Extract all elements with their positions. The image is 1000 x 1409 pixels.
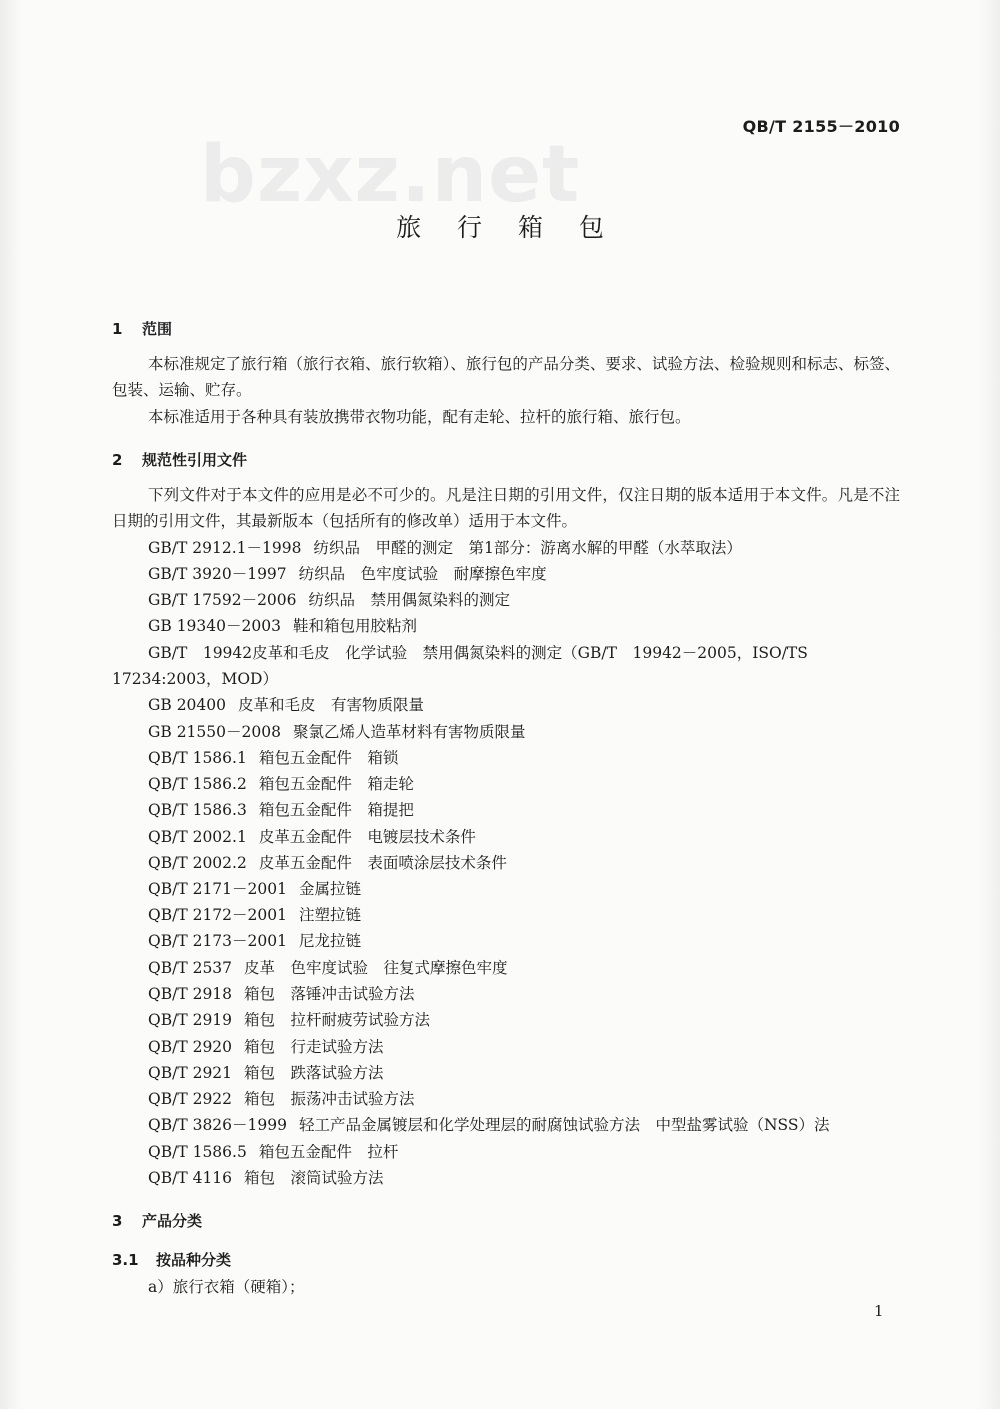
reference-item xyxy=(148,850,507,876)
reference-item xyxy=(148,1007,430,1033)
reference-code: QB/T 1586.5 xyxy=(148,1143,247,1161)
reference-code: GB 20400 xyxy=(148,696,227,714)
reference-title: 聚氯乙烯人造革材料有害物质限量 xyxy=(292,723,526,741)
reference-title: 轻工产品金属镀层和化学处理层的耐腐蚀试验方法 中型盐雾试验（NSS）法 xyxy=(298,1116,830,1134)
reference-title: 箱包五金配件 箱走轮 xyxy=(258,775,414,793)
reference-code: QB/T 2171－2001 xyxy=(148,880,287,898)
section-title: 规范性引用文件 xyxy=(142,451,248,469)
reference-title: 皮革五金配件 电镀层技术条件 xyxy=(258,828,476,846)
section-title: 产品分类 xyxy=(142,1212,203,1230)
reference-code: GB 21550－2008 xyxy=(148,723,281,741)
reference-title: 箱包 滚筒试验方法 xyxy=(244,1169,384,1187)
standard-number: QB/T 2155－2010 xyxy=(742,117,900,136)
reference-item xyxy=(148,1165,384,1191)
reference-title: 纺织品 甲醛的测定 第1部分：游离水解的甲醛（水萃取法） xyxy=(313,539,742,557)
reference-item xyxy=(148,824,476,850)
section-number: 1 xyxy=(112,320,123,338)
reference-item xyxy=(148,876,361,902)
section-title: 按品种分类 xyxy=(156,1251,232,1269)
reference-item xyxy=(148,928,361,954)
reference-code: QB/T 2922 xyxy=(148,1090,233,1108)
reference-title: 金属拉链 xyxy=(298,880,361,898)
page-number: 1 xyxy=(874,1302,884,1320)
reference-code: GB/T 19942 xyxy=(148,644,253,662)
reference-code: QB/T 2919 xyxy=(148,1011,233,1029)
watermark: bzxz.net xyxy=(200,130,581,220)
reference-item xyxy=(148,771,414,797)
reference-code: QB/T 1586.2 xyxy=(148,775,247,793)
section-number: 3.1 xyxy=(112,1251,139,1269)
reference-code: QB/T 2172－2001 xyxy=(148,906,287,924)
reference-item xyxy=(148,797,414,823)
reference-title: 箱包五金配件 箱锁 xyxy=(258,749,399,767)
reference-code: QB/T 2921 xyxy=(148,1064,233,1082)
reference-title: 箱包 行走试验方法 xyxy=(244,1038,384,1056)
section-number: 3 xyxy=(112,1212,123,1230)
reference-item xyxy=(148,981,415,1007)
reference-item xyxy=(148,535,742,561)
reference-item xyxy=(148,692,424,718)
reference-code: QB/T 2002.1 xyxy=(148,828,247,846)
reference-title: 鞋和箱包用胶粘剂 xyxy=(292,617,417,635)
reference-code: QB/T 2002.2 xyxy=(148,854,247,872)
document-title: 旅 行 箱 包 xyxy=(396,213,618,242)
reference-item xyxy=(148,1060,384,1086)
section-3-heading xyxy=(112,1210,202,1231)
reference-code: QB/T 3826－1999 xyxy=(148,1116,287,1134)
reference-title: 箱包五金配件 箱提把 xyxy=(258,801,414,819)
reference-code: QB/T 1586.1 xyxy=(148,749,247,767)
reference-item xyxy=(148,719,525,745)
reference-code: QB/T 2920 xyxy=(148,1038,233,1056)
reference-code: QB/T 2173－2001 xyxy=(148,932,287,950)
reference-item xyxy=(148,561,547,587)
reference-title: 箱包 落锤冲击试验方法 xyxy=(244,985,415,1003)
reference-item xyxy=(148,955,508,981)
reference-item xyxy=(148,1139,398,1165)
section-2-heading xyxy=(112,449,247,470)
section-title: 范围 xyxy=(142,320,173,338)
reference-item xyxy=(148,587,510,613)
reference-title: 皮革和毛皮 有害物质限量 xyxy=(238,696,425,714)
reference-title: 箱包 振荡冲击试验方法 xyxy=(244,1090,415,1108)
scope-paragraph-1: 本标准规定了旅行箱（旅行衣箱、旅行软箱）、旅行包的产品分类、要求、试验方法、检验规则和标志、标签、包装、运输、贮存。 xyxy=(112,355,900,399)
reference-title: 箱包 跌落试验方法 xyxy=(244,1064,384,1082)
reference-title: 注塑拉链 xyxy=(298,906,361,924)
reference-code: QB/T 2537 xyxy=(148,959,233,977)
reference-item xyxy=(148,1086,415,1112)
reference-item xyxy=(148,613,417,639)
reference-item xyxy=(148,745,398,771)
reference-title: 纺织品 色牢度试验 耐摩擦色牢度 xyxy=(298,565,547,583)
reference-code: QB/T 1586.3 xyxy=(148,801,247,819)
reference-title: 箱包 拉杆耐疲劳试验方法 xyxy=(244,1011,431,1029)
reference-title: 尼龙拉链 xyxy=(298,932,361,950)
reference-title: 纺织品 禁用偶氮染料的测定 xyxy=(308,591,511,609)
reference-item xyxy=(148,902,361,928)
section-3-1-heading xyxy=(112,1249,231,1270)
reference-code: GB/T 17592－2006 xyxy=(148,591,297,609)
list-item-a: a）旅行衣箱（硬箱）； xyxy=(148,1278,305,1296)
section-1-heading xyxy=(112,318,172,339)
reference-title: 皮革五金配件 表面喷涂层技术条件 xyxy=(258,854,507,872)
reference-code: QB/T 2918 xyxy=(148,985,233,1003)
reference-item xyxy=(148,1034,384,1060)
section-number: 2 xyxy=(112,451,123,469)
scope-paragraph-2: 本标准适用于各种具有装放携带衣物功能，配有走轮、拉杆的旅行箱、旅行包。 xyxy=(148,408,691,426)
reference-title: 皮革和毛皮 化学试验 禁用偶氮染料的测定（GB/T 19942－2005，ISO/TS 17234:2003，MOD） xyxy=(112,644,808,688)
reference-code: GB/T 2912.1－1998 xyxy=(148,539,302,557)
reference-item xyxy=(148,1112,830,1138)
reference-item xyxy=(112,640,902,692)
reference-code: QB/T 4116 xyxy=(148,1169,233,1187)
reference-code: GB 19340－2003 xyxy=(148,617,281,635)
reference-title: 皮革 色牢度试验 往复式摩擦色牢度 xyxy=(244,959,508,977)
reference-code: GB/T 3920－1997 xyxy=(148,565,287,583)
reference-title: 箱包五金配件 拉杆 xyxy=(258,1143,399,1161)
normative-intro-paragraph: 下列文件对于本文件的应用是必不可少的。凡是注日期的引用文件，仅注日期的版本适用于本文件。凡是不注日期的引用文件，其最新版本（包括所有的修改单）适用于本文件。 xyxy=(112,486,900,530)
